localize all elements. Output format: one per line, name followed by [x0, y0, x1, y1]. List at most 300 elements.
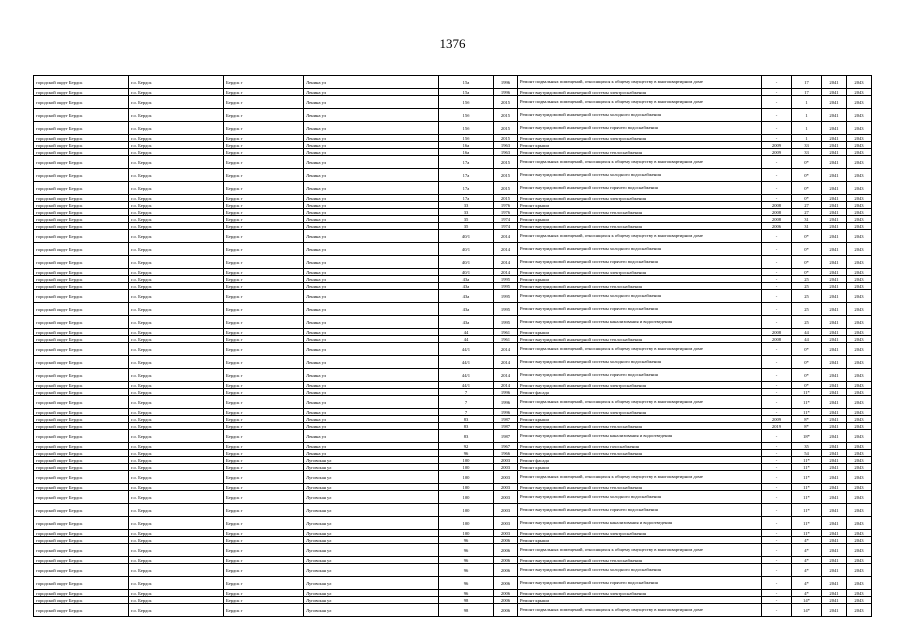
start-year-cell: 2041: [822, 336, 847, 343]
work-type-cell: Ремонт внутридомовой инженерной системы электроснабжения: [518, 530, 762, 537]
start-year-cell: 2041: [822, 269, 847, 276]
last-repair-year-cell: -: [762, 409, 792, 416]
table-row: [34, 530, 872, 537]
wear-cell: 4*: [792, 544, 822, 557]
wear-cell: 18*: [792, 430, 822, 443]
city-cell: Бердск г: [224, 142, 304, 149]
table-row: [34, 135, 872, 142]
table-row: [34, 230, 872, 243]
street-cell: Луговская ул: [304, 564, 439, 577]
start-year-cell: 2041: [822, 464, 847, 471]
start-year-cell: 2041: [822, 396, 847, 409]
house-cell: 96: [439, 577, 494, 590]
settlement-cell: г.о. Бердск: [129, 156, 224, 169]
city-cell: Бердск г: [224, 491, 304, 504]
city-cell: Бердск г: [224, 557, 304, 564]
municipality-cell: городской округ Бердск: [34, 195, 129, 202]
settlement-cell: г.о. Бердск: [129, 243, 224, 256]
start-year-cell: 2041: [822, 89, 847, 96]
last-repair-year-cell: -: [762, 182, 792, 195]
end-year-cell: 2043: [847, 491, 872, 504]
house-cell: 7: [439, 396, 494, 409]
municipality-cell: городской округ Бердск: [34, 564, 129, 577]
end-year-cell: 2043: [847, 484, 872, 491]
wear-cell: 25: [792, 303, 822, 316]
city-cell: Бердск г: [224, 169, 304, 182]
work-type-cell: Ремонт внутридомовой инженерной системы электроснабжения: [518, 135, 762, 142]
year-built-cell: 2006: [494, 604, 518, 617]
settlement-cell: г.о. Бердск: [129, 491, 224, 504]
settlement-cell: г.о. Бердск: [129, 149, 224, 156]
year-built-cell: 2014: [494, 382, 518, 389]
table-row: [34, 577, 872, 590]
municipality-cell: городской округ Бердск: [34, 303, 129, 316]
house-cell: 17а: [439, 169, 494, 182]
start-year-cell: 2041: [822, 343, 847, 356]
last-repair-year-cell: -: [762, 243, 792, 256]
last-repair-year-cell: -: [762, 590, 792, 597]
year-built-cell: 1995: [494, 290, 518, 303]
wear-cell: 8*: [792, 423, 822, 430]
house-cell: 100: [439, 530, 494, 537]
house-cell: 7: [439, 409, 494, 416]
start-year-cell: 2041: [822, 389, 847, 396]
start-year-cell: 2041: [822, 369, 847, 382]
street-cell: Луговская ул: [304, 491, 439, 504]
settlement-cell: г.о. Бердск: [129, 369, 224, 382]
table-row: [34, 149, 872, 156]
street-cell: Луговская ул: [304, 504, 439, 517]
wear-cell: 0*: [792, 256, 822, 269]
wear-cell: 14*: [792, 604, 822, 617]
street-cell: Ленина ул: [304, 336, 439, 343]
city-cell: Бердск г: [224, 530, 304, 537]
house-cell: 96: [439, 450, 494, 457]
end-year-cell: 2043: [847, 537, 872, 544]
end-year-cell: 2043: [847, 209, 872, 216]
table-row: [34, 209, 872, 216]
municipality-cell: городской округ Бердск: [34, 343, 129, 356]
table-row: [34, 604, 872, 617]
table-row: [34, 223, 872, 230]
table-row: [34, 303, 872, 316]
last-repair-year-cell: -: [762, 564, 792, 577]
municipality-cell: городской округ Бердск: [34, 450, 129, 457]
street-cell: Ленина ул: [304, 96, 439, 109]
work-type-cell: Ремонт внутридомовой инженерной системы горячего водоснабжения: [518, 577, 762, 590]
street-cell: Ленина ул: [304, 430, 439, 443]
start-year-cell: 2041: [822, 557, 847, 564]
work-type-cell: Ремонт подвальных помещений, относящихся к общему имуществу в многоквартирном доме: [518, 76, 762, 89]
municipality-cell: городской округ Бердск: [34, 169, 129, 182]
settlement-cell: г.о. Бердск: [129, 89, 224, 96]
last-repair-year-cell: -: [762, 122, 792, 135]
street-cell: Луговская ул: [304, 590, 439, 597]
start-year-cell: 2041: [822, 243, 847, 256]
table-row: [34, 336, 872, 343]
year-built-cell: 1996: [494, 396, 518, 409]
city-cell: Бердск г: [224, 109, 304, 122]
table-row: [34, 269, 872, 276]
table-row: [34, 369, 872, 382]
house-cell: 40/1: [439, 269, 494, 276]
city-cell: Бердск г: [224, 577, 304, 590]
year-built-cell: 1996: [494, 389, 518, 396]
table-row: [34, 283, 872, 290]
year-built-cell: 2014: [494, 343, 518, 356]
house-cell: 15б: [439, 109, 494, 122]
work-type-cell: Ремонт подвальных помещений, относящихся к общему имуществу в многоквартирном доме: [518, 96, 762, 109]
city-cell: Бердск г: [224, 182, 304, 195]
settlement-cell: г.о. Бердск: [129, 471, 224, 484]
work-type-cell: Ремонт внутридомовой инженерной системы электроснабжения: [518, 590, 762, 597]
table-row: [34, 457, 872, 464]
city-cell: Бердск г: [224, 471, 304, 484]
municipality-cell: городской округ Бердск: [34, 382, 129, 389]
table-row: [34, 409, 872, 416]
house-cell: 40/1: [439, 243, 494, 256]
end-year-cell: 2043: [847, 109, 872, 122]
table-row: [34, 484, 872, 491]
year-built-cell: 1987: [494, 423, 518, 430]
city-cell: Бердск г: [224, 329, 304, 336]
year-built-cell: 1996: [494, 89, 518, 96]
work-type-cell: Ремонт внутридомовой инженерной системы теплоснабжения: [518, 283, 762, 290]
wear-cell: 35: [792, 443, 822, 450]
wear-cell: 1: [792, 135, 822, 142]
city-cell: Бердск г: [224, 517, 304, 530]
city-cell: Бердск г: [224, 356, 304, 369]
house-cell: 44/1: [439, 369, 494, 382]
table-row: [34, 389, 872, 396]
last-repair-year-cell: -: [762, 269, 792, 276]
wear-cell: 11*: [792, 464, 822, 471]
settlement-cell: г.о. Бердск: [129, 283, 224, 290]
municipality-cell: городской округ Бердск: [34, 290, 129, 303]
year-built-cell: 1967: [494, 443, 518, 450]
last-repair-year-cell: -: [762, 457, 792, 464]
settlement-cell: г.о. Бердск: [129, 409, 224, 416]
start-year-cell: 2041: [822, 416, 847, 423]
work-type-cell: Ремонт крыши: [518, 464, 762, 471]
table-row: [34, 590, 872, 597]
work-type-cell: Ремонт крыши: [518, 537, 762, 544]
settlement-cell: г.о. Бердск: [129, 109, 224, 122]
wear-cell: 44: [792, 329, 822, 336]
street-cell: Ленина ул: [304, 443, 439, 450]
year-built-cell: 1961: [494, 336, 518, 343]
settlement-cell: г.о. Бердск: [129, 276, 224, 283]
last-repair-year-cell: -: [762, 109, 792, 122]
last-repair-year-cell: -: [762, 169, 792, 182]
last-repair-year-cell: -: [762, 156, 792, 169]
municipality-cell: городской округ Бердск: [34, 156, 129, 169]
table-row: [34, 471, 872, 484]
city-cell: Бердск г: [224, 450, 304, 457]
last-repair-year-cell: -: [762, 450, 792, 457]
last-repair-year-cell: -: [762, 76, 792, 89]
last-repair-year-cell: 2008: [762, 329, 792, 336]
municipality-cell: городской округ Бердск: [34, 389, 129, 396]
table-row: [34, 290, 872, 303]
wear-cell: 4*: [792, 557, 822, 564]
municipality-cell: городской округ Бердск: [34, 396, 129, 409]
last-repair-year-cell: -: [762, 396, 792, 409]
last-repair-year-cell: -: [762, 577, 792, 590]
end-year-cell: 2043: [847, 604, 872, 617]
end-year-cell: 2043: [847, 577, 872, 590]
year-built-cell: 1974: [494, 223, 518, 230]
house-cell: 15б: [439, 122, 494, 135]
house-cell: 44: [439, 336, 494, 343]
street-cell: Ленина ул: [304, 195, 439, 202]
work-type-cell: Ремонт внутридомовой инженерной системы электроснабжения: [518, 409, 762, 416]
wear-cell: 54: [792, 450, 822, 457]
street-cell: Луговская ул: [304, 577, 439, 590]
city-cell: Бердск г: [224, 89, 304, 96]
settlement-cell: г.о. Бердск: [129, 216, 224, 223]
last-repair-year-cell: -: [762, 604, 792, 617]
settlement-cell: г.о. Бердск: [129, 530, 224, 537]
house-cell: 40/1: [439, 230, 494, 243]
street-cell: Ленина ул: [304, 76, 439, 89]
city-cell: Бердск г: [224, 276, 304, 283]
last-repair-year-cell: -: [762, 471, 792, 484]
street-cell: Ленина ул: [304, 423, 439, 430]
work-type-cell: Ремонт внутридомовой инженерной системы горячего водоснабжения: [518, 303, 762, 316]
start-year-cell: 2041: [822, 537, 847, 544]
work-type-cell: Ремонт подвальных помещений, относящихся к общему имуществу в многоквартирном доме: [518, 604, 762, 617]
street-cell: Ленина ул: [304, 343, 439, 356]
wear-cell: 17: [792, 89, 822, 96]
wear-cell: 14*: [792, 597, 822, 604]
wear-cell: 11*: [792, 517, 822, 530]
last-repair-year-cell: -: [762, 504, 792, 517]
start-year-cell: 2041: [822, 209, 847, 216]
work-type-cell: Ремонт крыши: [518, 142, 762, 149]
end-year-cell: 2043: [847, 122, 872, 135]
settlement-cell: г.о. Бердск: [129, 343, 224, 356]
house-cell: 100: [439, 491, 494, 504]
year-built-cell: 1996: [494, 76, 518, 89]
end-year-cell: 2043: [847, 329, 872, 336]
year-built-cell: 1995: [494, 316, 518, 329]
last-repair-year-cell: -: [762, 443, 792, 450]
house-cell: 100: [439, 517, 494, 530]
start-year-cell: 2041: [822, 303, 847, 316]
house-cell: 43а: [439, 303, 494, 316]
street-cell: Ленина ул: [304, 89, 439, 96]
city-cell: Бердск г: [224, 369, 304, 382]
start-year-cell: 2041: [822, 223, 847, 230]
municipality-cell: городской округ Бердск: [34, 269, 129, 276]
house-cell: 16а: [439, 149, 494, 156]
wear-cell: 11*: [792, 484, 822, 491]
municipality-cell: городской округ Бердск: [34, 471, 129, 484]
last-repair-year-cell: 2006: [762, 223, 792, 230]
end-year-cell: 2043: [847, 316, 872, 329]
settlement-cell: г.о. Бердск: [129, 96, 224, 109]
end-year-cell: 2043: [847, 409, 872, 416]
municipality-cell: городской округ Бердск: [34, 430, 129, 443]
table-row: [34, 343, 872, 356]
city-cell: Бердск г: [224, 316, 304, 329]
table-row: [34, 329, 872, 336]
year-built-cell: 1995: [494, 283, 518, 290]
table-row: [34, 216, 872, 223]
work-type-cell: Ремонт крыши: [518, 202, 762, 209]
work-type-cell: Ремонт крыши: [518, 276, 762, 283]
house-cell: 40/1: [439, 256, 494, 269]
last-repair-year-cell: -: [762, 303, 792, 316]
work-type-cell: Ремонт внутридомовой инженерной системы холодного водоснабжения: [518, 356, 762, 369]
work-type-cell: Ремонт внутридомовой инженерной системы электроснабжения: [518, 382, 762, 389]
settlement-cell: г.о. Бердск: [129, 76, 224, 89]
table-row: [34, 423, 872, 430]
street-cell: Ленина ул: [304, 149, 439, 156]
year-built-cell: 2006: [494, 590, 518, 597]
end-year-cell: 2043: [847, 230, 872, 243]
city-cell: Бердск г: [224, 269, 304, 276]
table-row: [34, 182, 872, 195]
last-repair-year-cell: -: [762, 491, 792, 504]
end-year-cell: 2043: [847, 464, 872, 471]
municipality-cell: городской округ Бердск: [34, 243, 129, 256]
settlement-cell: г.о. Бердск: [129, 423, 224, 430]
end-year-cell: 2043: [847, 557, 872, 564]
table-row: [34, 464, 872, 471]
year-built-cell: 1966: [494, 450, 518, 457]
last-repair-year-cell: -: [762, 557, 792, 564]
street-cell: Луговская ул: [304, 457, 439, 464]
end-year-cell: 2043: [847, 156, 872, 169]
wear-cell: 31: [792, 223, 822, 230]
last-repair-year-cell: 2019: [762, 423, 792, 430]
house-cell: 33: [439, 209, 494, 216]
last-repair-year-cell: -: [762, 96, 792, 109]
work-type-cell: Ремонт внутридомовой инженерной системы теплоснабжения: [518, 149, 762, 156]
settlement-cell: г.о. Бердск: [129, 450, 224, 457]
table-row: [34, 537, 872, 544]
city-cell: Бердск г: [224, 597, 304, 604]
end-year-cell: 2043: [847, 149, 872, 156]
settlement-cell: г.о. Бердск: [129, 604, 224, 617]
house-cell: 83: [439, 423, 494, 430]
city-cell: Бердск г: [224, 336, 304, 343]
year-built-cell: 2003: [494, 457, 518, 464]
wear-cell: 0*: [792, 343, 822, 356]
municipality-cell: городской округ Бердск: [34, 209, 129, 216]
last-repair-year-cell: -: [762, 316, 792, 329]
house-cell: 7: [439, 389, 494, 396]
city-cell: Бердск г: [224, 396, 304, 409]
last-repair-year-cell: -: [762, 389, 792, 396]
start-year-cell: 2041: [822, 276, 847, 283]
table-row: [34, 491, 872, 504]
table-row: [34, 557, 872, 564]
year-built-cell: 2014: [494, 256, 518, 269]
work-type-cell: Ремонт подвальных помещений, относящихся к общему имуществу в многоквартирном доме: [518, 343, 762, 356]
start-year-cell: 2041: [822, 504, 847, 517]
year-built-cell: 1995: [494, 303, 518, 316]
work-type-cell: Ремонт внутридомовой инженерной системы электроснабжения: [518, 89, 762, 96]
work-type-cell: Ремонт внутридомовой инженерной системы теплоснабжения: [518, 484, 762, 491]
end-year-cell: 2043: [847, 517, 872, 530]
house-cell: 17а: [439, 195, 494, 202]
street-cell: Луговская ул: [304, 604, 439, 617]
work-type-cell: Ремонт внутридомовой инженерной системы теплоснабжения: [518, 336, 762, 343]
municipality-cell: городской округ Бердск: [34, 530, 129, 537]
start-year-cell: 2041: [822, 356, 847, 369]
municipality-cell: городской округ Бердск: [34, 537, 129, 544]
municipality-cell: городской округ Бердск: [34, 604, 129, 617]
city-cell: Бердск г: [224, 283, 304, 290]
house-cell: 44/1: [439, 382, 494, 389]
start-year-cell: 2041: [822, 142, 847, 149]
house-cell: 96: [439, 557, 494, 564]
wear-cell: 4*: [792, 577, 822, 590]
year-built-cell: 2006: [494, 577, 518, 590]
settlement-cell: г.о. Бердск: [129, 564, 224, 577]
city-cell: Бердск г: [224, 230, 304, 243]
city-cell: Бердск г: [224, 216, 304, 223]
house-cell: 100: [439, 464, 494, 471]
municipality-cell: городской округ Бердск: [34, 557, 129, 564]
wear-cell: 0*: [792, 356, 822, 369]
year-built-cell: 2015: [494, 182, 518, 195]
house-cell: 100: [439, 504, 494, 517]
page-number: 1376: [439, 36, 466, 51]
city-cell: Бердск г: [224, 243, 304, 256]
municipality-cell: городской округ Бердск: [34, 223, 129, 230]
year-built-cell: 1987: [494, 416, 518, 423]
year-built-cell: 1987: [494, 430, 518, 443]
work-type-cell: Ремонт крыши: [518, 329, 762, 336]
table-row: [34, 356, 872, 369]
street-cell: Ленина ул: [304, 276, 439, 283]
last-repair-year-cell: -: [762, 430, 792, 443]
street-cell: Луговская ул: [304, 464, 439, 471]
municipality-cell: городской округ Бердск: [34, 443, 129, 450]
table-row: [34, 443, 872, 450]
end-year-cell: 2043: [847, 389, 872, 396]
street-cell: Ленина ул: [304, 142, 439, 149]
house-cell: 100: [439, 484, 494, 491]
last-repair-year-cell: -: [762, 89, 792, 96]
settlement-cell: г.о. Бердск: [129, 269, 224, 276]
work-type-cell: Ремонт внутридомовой инженерной системы канализования и водоотведения: [518, 316, 762, 329]
municipality-cell: городской округ Бердск: [34, 76, 129, 89]
house-cell: 15а: [439, 76, 494, 89]
work-type-cell: Ремонт внутридомовой инженерной системы горячего водоснабжения: [518, 182, 762, 195]
year-built-cell: 2014: [494, 269, 518, 276]
wear-cell: 8*: [792, 416, 822, 423]
end-year-cell: 2043: [847, 423, 872, 430]
end-year-cell: 2043: [847, 416, 872, 423]
end-year-cell: 2043: [847, 356, 872, 369]
end-year-cell: 2043: [847, 457, 872, 464]
table-row: [34, 142, 872, 149]
house-cell: 17а: [439, 182, 494, 195]
house-cell: 15б: [439, 96, 494, 109]
settlement-cell: г.о. Бердск: [129, 336, 224, 343]
work-type-cell: Ремонт внутридомовой инженерной системы теплоснабжения: [518, 450, 762, 457]
city-cell: Бердск г: [224, 135, 304, 142]
wear-cell: 0*: [792, 369, 822, 382]
year-built-cell: 2015: [494, 156, 518, 169]
table-row: [34, 416, 872, 423]
end-year-cell: 2043: [847, 276, 872, 283]
